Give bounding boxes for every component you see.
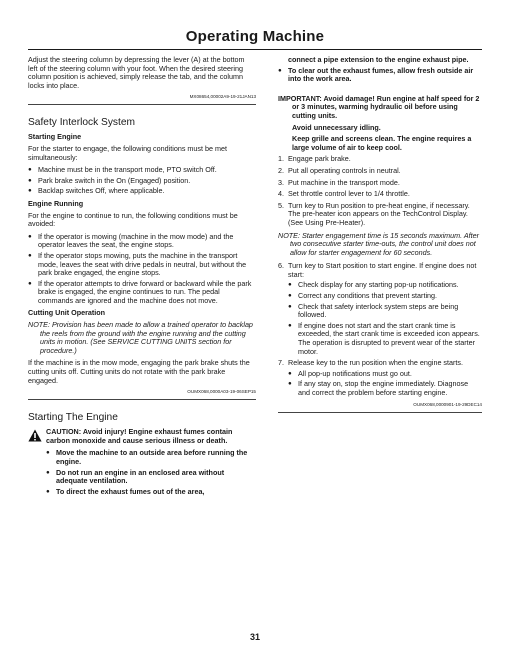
step-text: Turn key to Start position to start engine. If engine does not start:	[288, 261, 477, 279]
subheading-engine-running: Engine Running	[28, 198, 84, 208]
running-conditions-list	[28, 233, 256, 306]
step-number: 3.	[278, 177, 284, 187]
step-number: 4.	[278, 189, 284, 199]
list-item: ● Park brake switch in the On (Engaged) position.	[28, 177, 256, 186]
list-item: ● All pop-up notifications must go out.	[288, 370, 482, 379]
section-heading-safety: Safety Interlock System	[28, 117, 136, 129]
step-item	[278, 167, 482, 176]
starter-note: NOTE: Starter engagement time is 15 seconds maximum. After two consecutive starter time-outs, the control unit does not allow for starter engagement for 60 seconds.	[278, 230, 480, 257]
page-number: 31	[249, 632, 260, 642]
list-item: ● To direct the exhaust fumes out of the area,	[46, 488, 256, 497]
page-title: Operating Machine	[185, 28, 325, 45]
list-item: ● If the operator attempts to drive forward or backward while the park brake is engaged, the engine continues to run. The pedal commands are ignored and the machine does not move.	[28, 280, 256, 306]
list-item: ● If the operator is mowing (machine in the mow mode) and the operator leaves the seat, the engine stops.	[28, 233, 256, 250]
avoid-idling-notice: Avoid unnecessary idling.	[292, 122, 381, 132]
title-rule	[28, 49, 482, 50]
list-item: ● If engine does not start and the start crank time is exceeded, the start crank time is exceeded icon appears. The operation is disrupted to prevent wear of the starter motor.	[288, 322, 482, 356]
important-notice: IMPORTANT: Avoid damage! Run engine at half speed for 2 or 3 minutes, warming hydraulic oil before using cutting units.	[278, 93, 480, 120]
section-divider	[28, 399, 256, 400]
step-item	[278, 359, 482, 397]
list-item: ● Backlap switches Off, where applicable.	[28, 187, 256, 196]
step-number: 6.	[278, 261, 284, 271]
engine-running-text: For the engine to continue to run, the following conditions must be avoided:	[28, 210, 238, 229]
step-item	[278, 155, 482, 164]
step-number: 5.	[278, 200, 284, 210]
step-item	[278, 179, 482, 188]
list-item: ● To clear out the exhaust fumes, allow fresh outside air into the work area.	[278, 67, 482, 84]
list-item: ● Move the machine to an outside area before running the engine.	[46, 449, 256, 466]
step-item	[278, 202, 482, 228]
list-item: ● Correct any conditions that prevent starting.	[288, 292, 482, 301]
warning-triangle-icon	[28, 429, 42, 442]
section-divider	[28, 104, 256, 105]
caution-list	[46, 449, 256, 496]
list-item: ● If any stay on, stop the engine immediately. Diagnose and correct the problem before starting engine.	[288, 380, 482, 397]
list-item: ● Machine must be in the transport mode, PTO switch Off.	[28, 166, 256, 175]
left-column	[28, 56, 256, 499]
subheading-cutting-unit: Cutting Unit Operation	[28, 308, 106, 318]
list-item: ● Check display for any starting pop-up notifications.	[288, 281, 482, 290]
caution-text: CAUTION: Avoid injury! Engine exhaust fumes contain carbon monoxide and cause serious illness or death.	[46, 427, 233, 445]
list-item: ● Do not run an engine in an enclosed area without adequate ventilation.	[46, 469, 256, 486]
intro-paragraph: Adjust the steering column by depressing the lever (A) at the bottom left of the steering column with your foot. When the desired steering column position is achieved, simply release the tab, and the column locks into place.	[28, 55, 245, 90]
section-heading-starting-the-engine: Starting The Engine	[28, 412, 118, 424]
caution-list-wrap	[28, 449, 256, 496]
step-number: 2.	[278, 165, 284, 175]
list-item: ● Check that safety interlock system steps are being followed.	[288, 303, 482, 320]
step-text: Turn key to Run position to pre-heat engine, if necessary. The pre-heater icon appears on the TechControl Display. (See Using Pre-Heater).	[288, 200, 470, 227]
keep-grille-notice: Keep grille and screens clean. The engine requires a large volume of air to keep cool.	[292, 134, 472, 152]
starting-steps-list-continued	[278, 262, 482, 397]
document-code: OUMX068,0000901-19-29DEC14	[413, 401, 482, 407]
list-item: ● If the operator stops mowing, puts the machine in the transport mode, leaves the seat with drive pedals in neutral, but without the park brake engaged, the engine stops.	[28, 252, 256, 278]
cutting-unit-text: If the machine is in the mow mode, engaging the park brake shuts the cutting units off. Cutting units do not rotate with the park brake engaged.	[28, 358, 250, 385]
subheading-starting-engine: Starting Engine	[28, 132, 82, 142]
caution-block	[28, 428, 256, 445]
step-number: 7.	[278, 358, 284, 368]
step-sub-list	[288, 281, 482, 356]
exhaust-list	[278, 67, 482, 84]
step-text: Set throttle control lever to 1/4 throttle.	[288, 189, 410, 199]
section-divider	[278, 412, 482, 413]
starting-conditions-list	[28, 166, 256, 196]
step-number: 1.	[278, 154, 284, 164]
step-sub-list	[288, 370, 482, 398]
step-text: Release key to the run position when the engine starts.	[288, 358, 464, 368]
step-item	[278, 262, 482, 356]
step-item	[278, 190, 482, 199]
starting-engine-text: For the starter to engage, the following conditions must be met simultaneously:	[28, 143, 227, 162]
continued-bullet-text: connect a pipe extension to the engine exhaust pipe.	[288, 55, 469, 64]
document-code: OUMX068,0000A03-19-06SEP15	[187, 389, 256, 395]
document-code: MX08654,00002A9-19-21JAN13	[189, 94, 256, 100]
starting-steps-list	[278, 155, 482, 227]
step-text: Put all operating controls in neutral.	[288, 165, 401, 175]
cutting-unit-note: NOTE: Provision has been made to allow a trained operator to backlap the reels from the ground with the engine running and the cutting units in motion. (See SERVICE CUTTING UNITS section for procedure.)	[28, 320, 253, 355]
step-text: Engage park brake.	[288, 154, 351, 164]
right-column	[278, 56, 482, 425]
step-text: Put machine in the transport mode.	[288, 177, 400, 187]
